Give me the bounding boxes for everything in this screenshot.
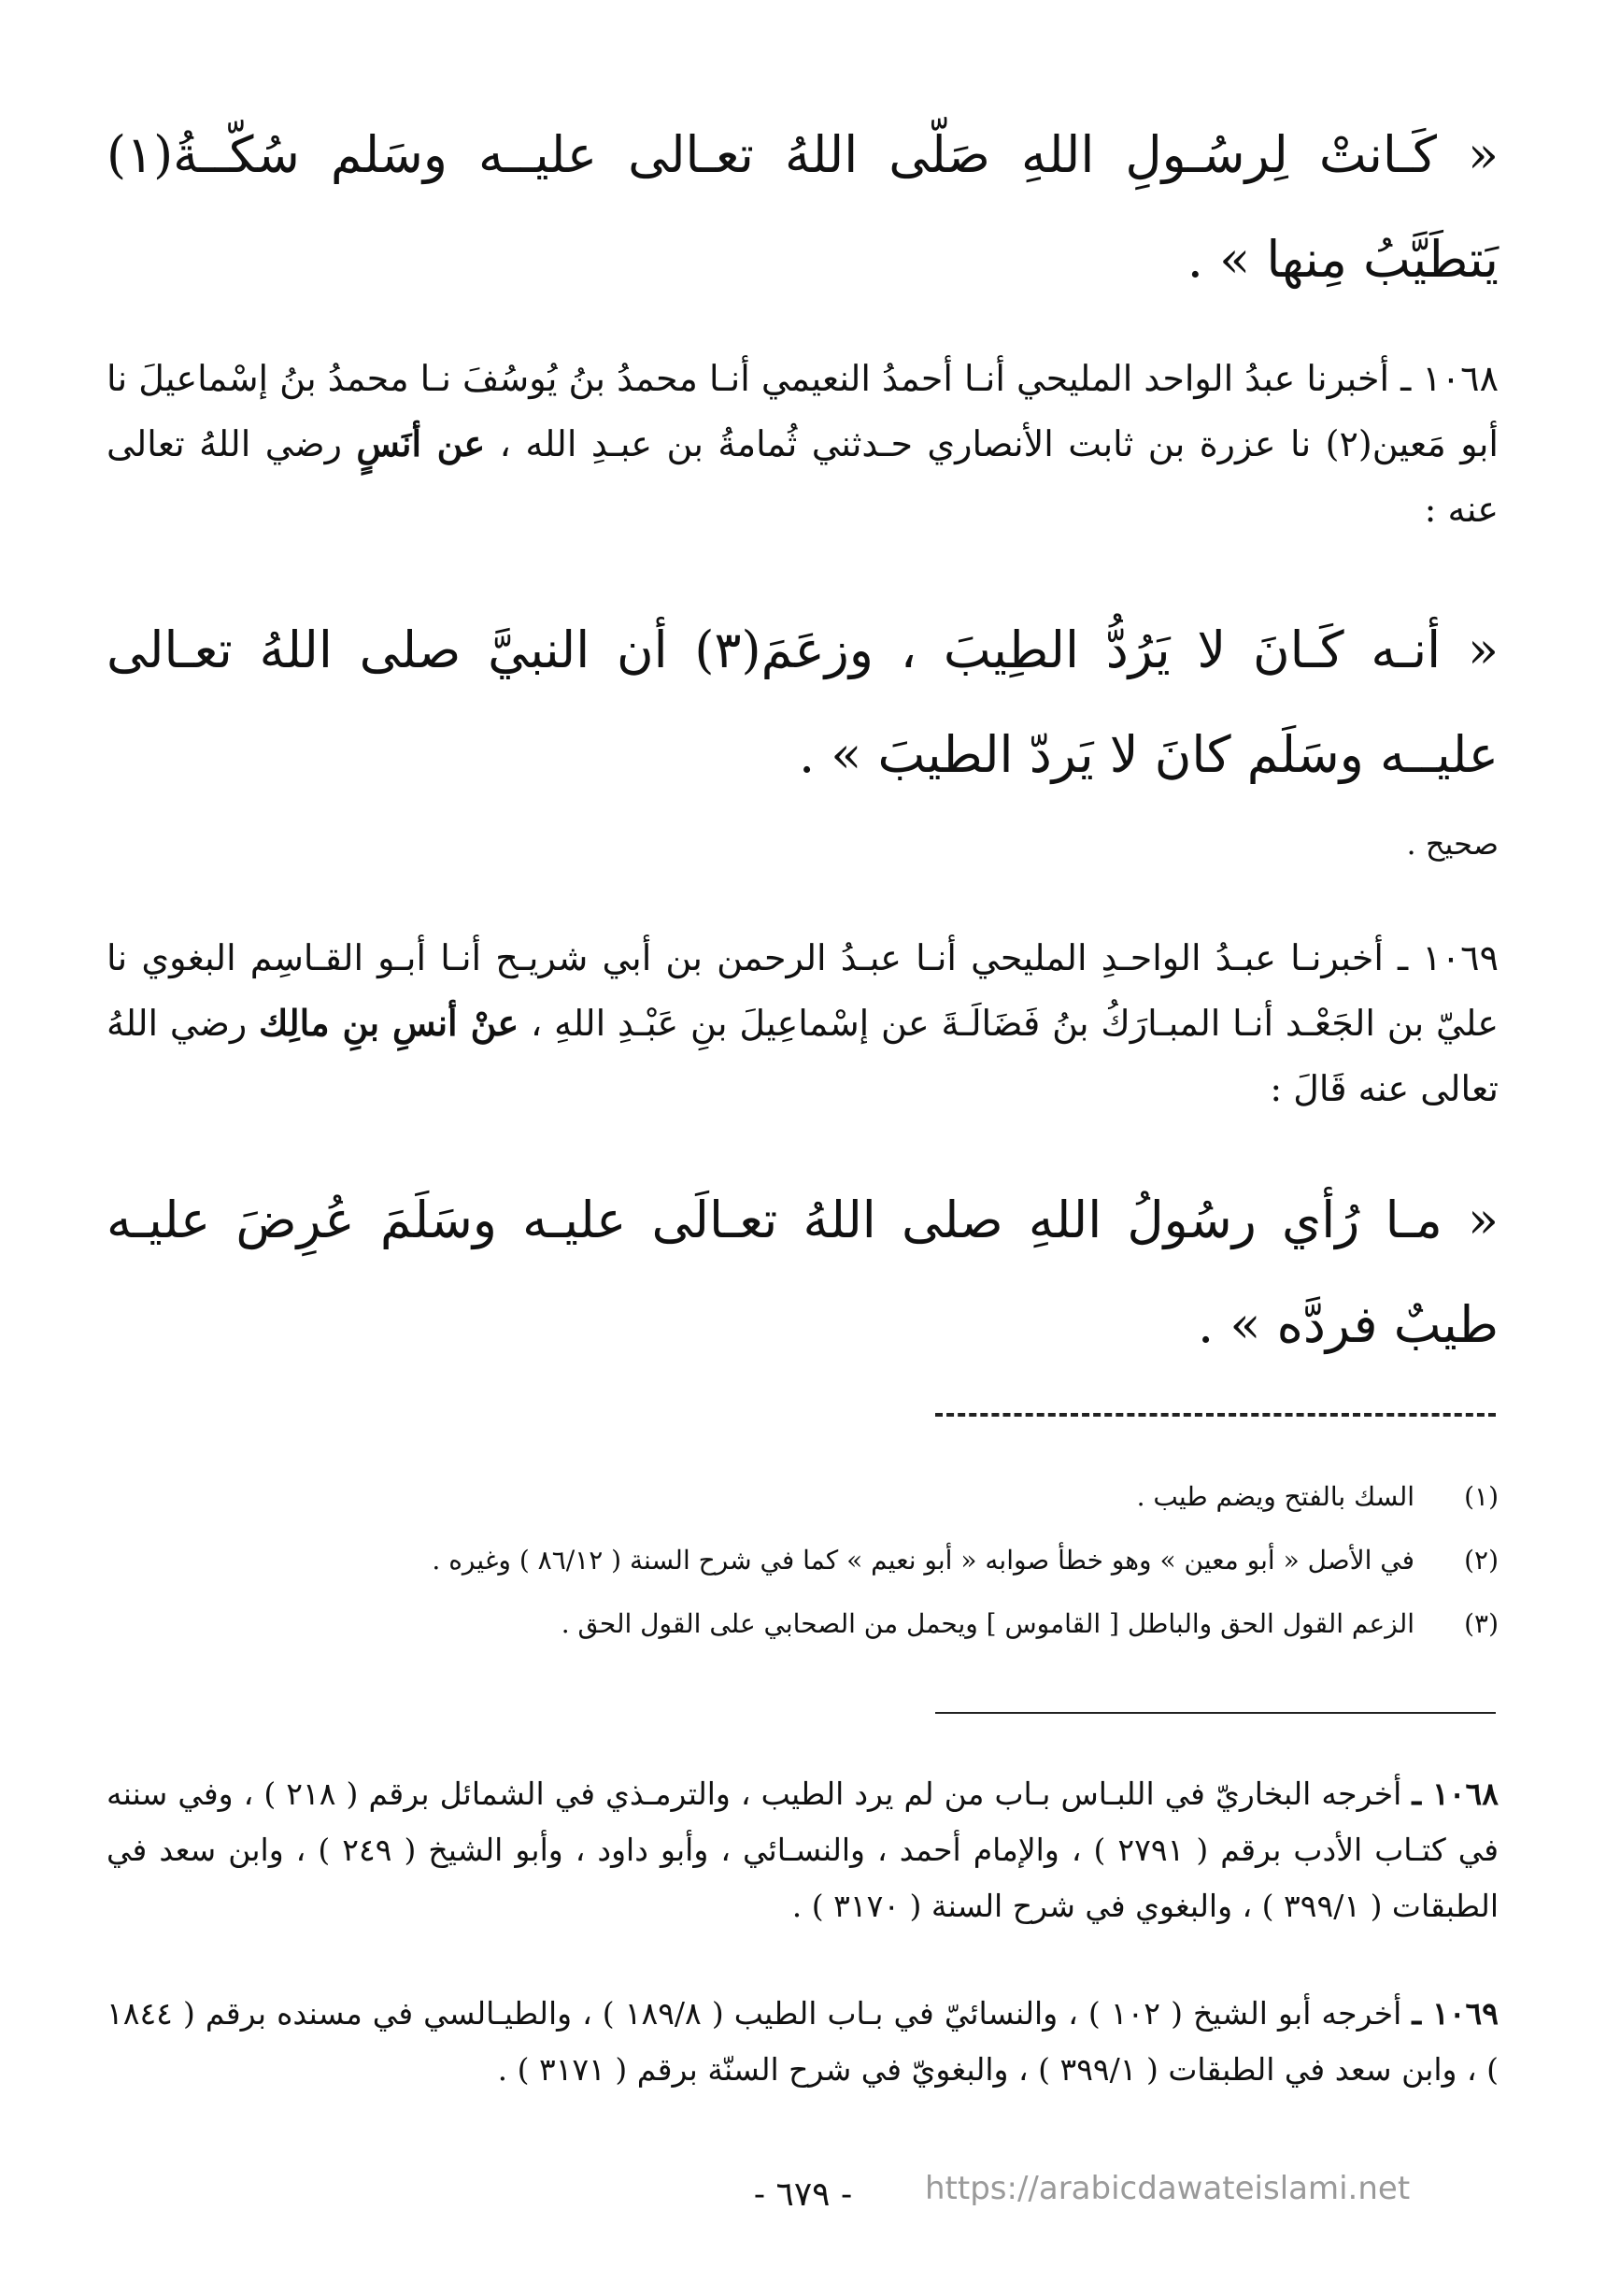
isnad-end: رضي اللهُ تعالى عنه : [107,423,1499,530]
footnote-text: الزعم القول الحق والباطل [ القاموس ] ويحمل من الصحابي على القول الحق . [561,1608,1414,1639]
watermark-url: https://arabicdawateislami.net [925,2170,1411,2207]
takhrij-1069 [107,1986,1499,2098]
takhrij-label: ١٠٦٨ ـ [1412,1775,1499,1812]
hadith-1068-matn: « أنـه كَـانَ لا يَرُدُّ الطِيبَ ، وزعَمَ(٣) أن النبيَّ صلى اللهُ تعـالى عليــه وسَلَم كانَ لا يَردّ الطيبَ » . [107,620,1499,784]
hadith-1067-matn: « كَـانتْ لِرسُـولِ اللهِ صَلّى اللهُ تعـالى عليــه وسَلم سُكّــةُ(١) يَتطَيَّبُ مِنها » . [107,125,1499,289]
footnote-1 [107,1476,1499,1518]
footnote-number: (٣) [1464,1608,1499,1639]
sahabi-name: عنْ أنسِ بنِ مالِك [259,1002,519,1044]
isnad-text: ١٠٦٩ ـ أخبرنـا عبـدُ الواحـدِ المليحي أنـا عبـدُ الرحمن بن أبي شريـح أنـا أبـو القـاسِم البغوي نا عليّ بن الجَعْـد أنـا المبـارَكُ بنُ فَضَالَـةَ عن إسْماعِيلَ بنِ عَبْـدِ اللهِ ، [107,937,1499,1044]
footnote-separator [935,1413,1496,1417]
takhrij-label: ١٠٦٩ ـ [1412,1995,1499,2032]
footnote-3 [107,1604,1499,1645]
footnote-number: (٢) [1464,1545,1499,1576]
takhrij-separator [935,1712,1496,1714]
hadith-1068-isnad [107,346,1499,542]
footnote-text: في الأصل « أبو معين » وهو خطأ صوابه « أبو نعيم » كما في شرح السنة ( ٨٦/١٢ ) وغيره . [432,1545,1414,1576]
takhrij-1068 [107,1766,1499,1934]
footnote-2 [107,1540,1499,1581]
takhrij-text: أخرجه أبو الشيخ ( ١٠٢ ) ، والنسائيّ في بـاب الطيب ( ١٨٩/٨ ) ، والطيـالسي في مسنده برقم ( ١٨٤٤ ) ، وابن سعد في الطبقات ( ٣٩٩/١ ) ، والبغويّ في شرح السنّة برقم ( ٣١٧١ ) . [107,1995,1499,2088]
footnote-number: (١) [1464,1481,1499,1512]
page-number: - ٦٧٩ - [753,2175,853,2214]
sahabi-name: عن أنَسٍ [356,422,486,464]
isnad-text: ١٠٦٨ ـ أخبرنا عبدُ الواحد المليحي أنـا أحمدُ النعيمي أنـا محمدُ بنُ يُوسُفَ نـا محمدُ بنُ إسْماعيلَ نا أبو مَعين(٢) نا عزرة بن ثابت الأنصاري حـدثني ثُمامةُ بن عبـدِ الله ، [107,358,1499,464]
hadith-1069-matn: « مـا رُأي رسُولُ اللهِ صلى اللهُ تعـالَى عليـه وسَلَمَ عُرِضَ عليـه طيبٌ فردَّه » . [107,1191,1499,1354]
hadith-1069-isnad [107,925,1499,1121]
takhrij-text: أخرجه البخاريّ في اللبـاس بـاب من لم يرد الطيب ، والترمـذي في الشمائل برقم ( ٢١٨ ) ، وفي سننه في كتـاب الأدب برقم ( ٢٧٩١ ) ، والإمام أحمد ، والنسـائي ، وأبو داود ، وأبو الشيخ ( ٢٤٩ ) ، وابن سعد في الطبقات ( ٣٩٩/١ ) ، والبغوي في شرح السنة ( ٣١٧٠ ) . [107,1775,1499,1924]
isnad-end: رضي اللهُ تعالى عنه قَالَ : [107,1003,1499,1109]
grade-label: صحيح . [1406,826,1499,862]
footnote-text: السك بالفتح ويضم طيب . [1136,1481,1414,1512]
